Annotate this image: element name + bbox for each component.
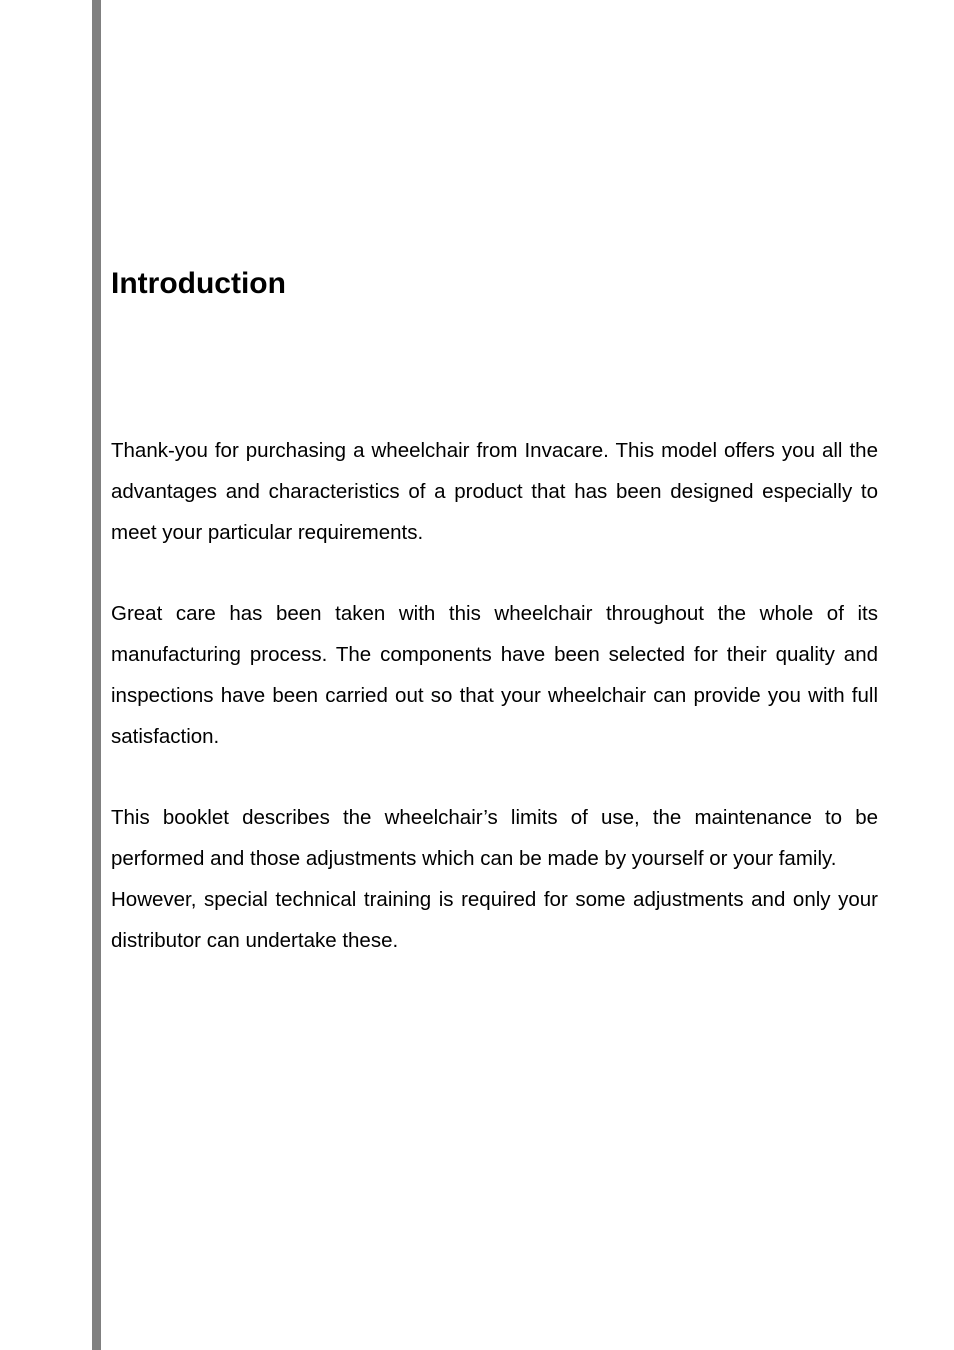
page-title: Introduction [111, 267, 286, 300]
body-text [111, 431, 878, 961]
paragraph-gap [111, 757, 878, 798]
paragraph-however: However, special technical training is required for some adjustments and only your distributor can undertake these. [111, 887, 878, 952]
paragraph-great-care: Great care has been taken with this wheelchair throughout the whole of its manufacturing process. The components have been selected for their quality and inspections have been carried out so that your wheelchair can provide you with full satisfaction. [111, 602, 878, 748]
paragraph-booklet: This booklet describes the wheelchair’s limits of use, the maintenance to be performed and those adjustments which can be made by yourself or your family. [111, 806, 878, 870]
paragraph-gap [111, 553, 878, 594]
paragraph-thank-you: Thank-you for purchasing a wheelchair from Invacare. This model offers you all the advantages and characteristics of a product that has been designed especially to meet your particular requirements. [111, 439, 878, 544]
left-margin-bar [92, 0, 101, 1350]
